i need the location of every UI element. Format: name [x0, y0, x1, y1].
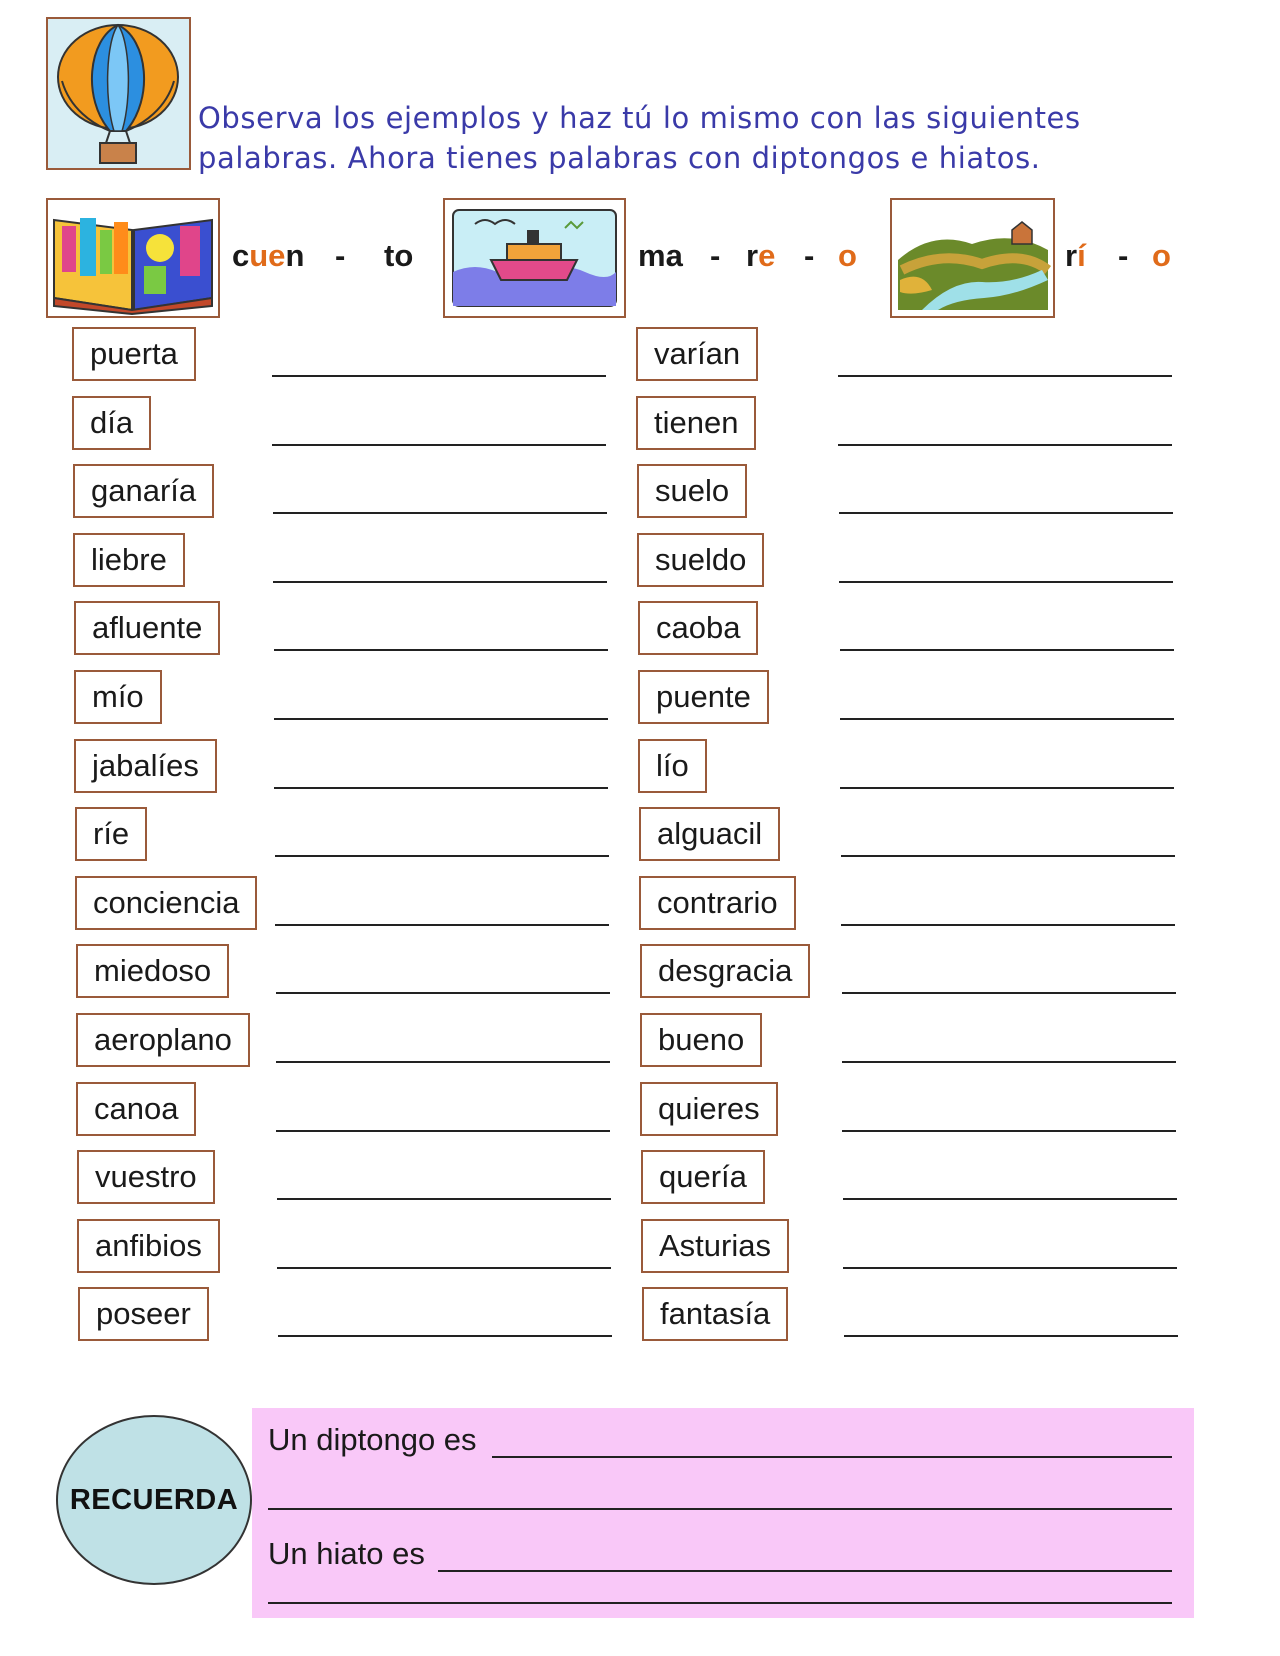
answer-line[interactable] [840, 718, 1174, 720]
word-box: afluente [74, 601, 220, 655]
recuerda-badge: RECUERDA [56, 1415, 252, 1585]
word-box: sueldo [637, 533, 764, 587]
word-box: puerta [72, 327, 196, 381]
word-box: aeroplano [76, 1013, 250, 1067]
example-mareo-syllable-1: ma [638, 238, 683, 273]
answer-line[interactable] [275, 924, 609, 926]
example-rio-separator: - [1118, 238, 1129, 273]
word-box: quieres [640, 1082, 778, 1136]
diptongo-label: Un diptongo es [268, 1422, 477, 1457]
answer-line[interactable] [844, 1335, 1178, 1337]
word-box: puente [638, 670, 769, 724]
example-rio-syllable-1: rí [1065, 238, 1086, 273]
answer-line[interactable] [839, 512, 1173, 514]
word-box: ríe [75, 807, 147, 861]
instruction-text [198, 98, 1198, 178]
answer-line[interactable] [841, 855, 1175, 857]
example-cuento-separator: - [335, 238, 346, 273]
answer-line[interactable] [276, 992, 610, 994]
word-box: día [72, 396, 151, 450]
answer-line[interactable] [841, 924, 1175, 926]
answer-line[interactable] [842, 1061, 1176, 1063]
answer-line[interactable] [843, 1267, 1177, 1269]
word-box: varían [636, 327, 758, 381]
example-cuento-syllable-1: cuen [232, 238, 305, 273]
answer-line[interactable] [842, 992, 1176, 994]
diptongo-answer-line-1[interactable] [492, 1456, 1172, 1458]
hiato-label: Un hiato es [268, 1536, 425, 1571]
word-box: ganaría [73, 464, 214, 518]
word-box: quería [641, 1150, 765, 1204]
hiato-answer-line-2[interactable] [268, 1602, 1172, 1604]
answer-line[interactable] [843, 1198, 1177, 1200]
word-box: bueno [640, 1013, 762, 1067]
word-box: conciencia [75, 876, 257, 930]
example-mareo-separator-2: - [804, 238, 815, 273]
answer-line[interactable] [277, 1198, 611, 1200]
answer-line[interactable] [842, 1130, 1176, 1132]
word-box: mío [74, 670, 162, 724]
diptongo-answer-line-2[interactable] [268, 1508, 1172, 1510]
river-landscape-image [890, 198, 1055, 318]
answer-line[interactable] [838, 444, 1172, 446]
word-box: contrario [639, 876, 796, 930]
word-box: alguacil [639, 807, 780, 861]
example-rio-syllable-2: o [1152, 238, 1171, 273]
word-box: liebre [73, 533, 185, 587]
word-box: tienen [636, 396, 756, 450]
answer-line[interactable] [276, 1130, 610, 1132]
answer-line[interactable] [273, 581, 607, 583]
answer-line[interactable] [839, 581, 1173, 583]
word-box: anfibios [77, 1219, 220, 1273]
example-cuento-syllable-2: to [384, 238, 414, 273]
example-mareo-separator-1: - [710, 238, 721, 273]
answer-line[interactable] [276, 1061, 610, 1063]
word-box: fantasía [642, 1287, 788, 1341]
storybook-image [46, 198, 220, 318]
definitions-panel [252, 1408, 1194, 1618]
answer-line[interactable] [277, 1267, 611, 1269]
example-mareo-syllable-2: re [746, 238, 776, 273]
answer-line[interactable] [840, 649, 1174, 651]
answer-line[interactable] [274, 787, 608, 789]
word-box: desgracia [640, 944, 810, 998]
answer-line[interactable] [274, 649, 608, 651]
word-box: Asturias [641, 1219, 789, 1273]
word-box: vuestro [77, 1150, 215, 1204]
word-box: suelo [637, 464, 747, 518]
answer-line[interactable] [274, 718, 608, 720]
answer-line[interactable] [838, 375, 1172, 377]
instruction-line-1: Observa los ejemplos y haz tú lo mismo con las siguientes [198, 101, 1081, 135]
answer-line[interactable] [278, 1335, 612, 1337]
word-box: miedoso [76, 944, 229, 998]
answer-line[interactable] [272, 375, 606, 377]
word-box: caoba [638, 601, 758, 655]
hiato-answer-line-1[interactable] [438, 1570, 1172, 1572]
word-box: jabalíes [74, 739, 217, 793]
word-box: lío [638, 739, 707, 793]
answer-line[interactable] [275, 855, 609, 857]
answer-line[interactable] [273, 512, 607, 514]
example-mareo-syllable-3: o [838, 238, 857, 273]
answer-line[interactable] [840, 787, 1174, 789]
word-box: canoa [76, 1082, 196, 1136]
hot-air-balloon-image [46, 17, 191, 170]
instruction-line-2: palabras. Ahora tienes palabras con diptongos e hiatos. [198, 141, 1041, 175]
word-box: poseer [78, 1287, 209, 1341]
answer-line[interactable] [272, 444, 606, 446]
ship-image [443, 198, 626, 318]
